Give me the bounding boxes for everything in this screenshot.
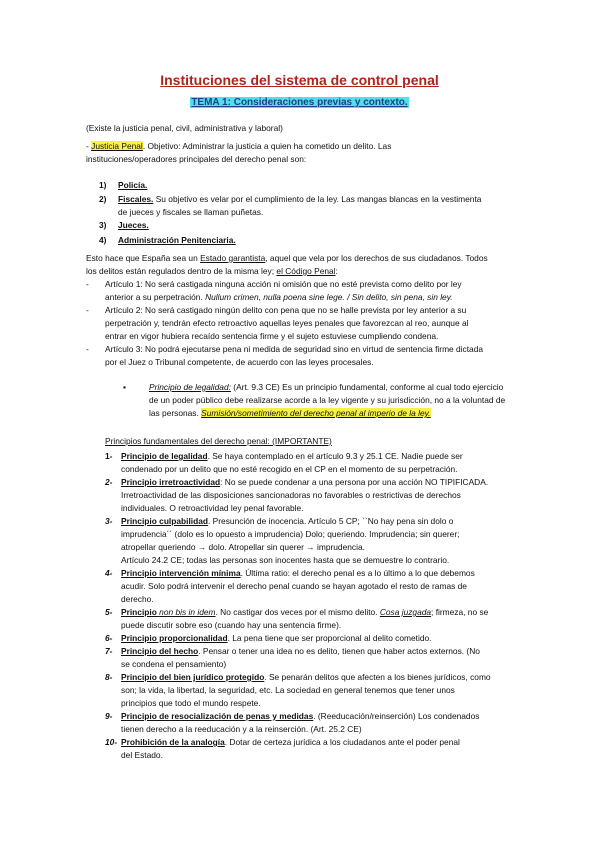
principio-term: non bis in idem — [159, 607, 216, 617]
principio-term: Principio del hecho — [121, 646, 199, 656]
legalidad-line-1: Principio de legalidad: (Art. 9.3 CE) Es un principio fundamental, conforme al cual todo ejercicio — [149, 382, 504, 392]
principio-text: . La pena tiene que ser proporcional al delito cometido. — [227, 633, 432, 643]
operador-text-cont: de jueces y fiscales se llaman puñetas. — [118, 207, 264, 217]
principio-term: Principio irretroactividad — [121, 477, 221, 487]
principio-number: 10- — [105, 737, 118, 747]
principio-line — [121, 607, 488, 618]
principio-number: 6- — [105, 633, 113, 643]
articulo-line — [105, 292, 453, 303]
principio-line-cont: puede discutir sobre eso (cuando hay una sentencia firme). — [121, 620, 342, 630]
justicia-term: Justicia Penal — [91, 141, 143, 151]
justicia-text: . Objetivo: Administrar la justicia a quien ha cometido un delito. Las — [142, 141, 392, 151]
principio-term: Prohibición de la analogía — [121, 737, 225, 747]
principio-text: : No se puede condenar a una persona por una acción NO TIPIFICADA. — [220, 477, 489, 487]
estado-garantista-term: Estado garantista — [200, 253, 266, 263]
principio-text: . Se haya contemplado en el artículo 9.3 y 25.1 CE. Nadie puede ser — [207, 451, 463, 461]
principio-number: 5- — [105, 607, 113, 617]
principio-line — [121, 672, 491, 683]
principio-line — [121, 516, 453, 527]
principio-line — [121, 633, 432, 644]
codigo-penal-term: el Código Penal — [276, 266, 336, 276]
principio-line-cont: del Estado. — [121, 750, 163, 760]
principio-line-cont: Irretroactividad de las disposiciones sancionadoras no favorables o restrictivas de derechos — [121, 490, 461, 500]
principio-line-cont: son; la vida, la libertad, la seguridad, etc. La sociedad en general tenemos que tener unos — [121, 685, 455, 695]
articulo-line: Artículo 1: No será castigada ninguna acción ni omisión que no esté prevista como delito por ley — [105, 279, 462, 289]
principio-text: . Presunción de inocencia. Artículo 5 CP; ``No hay pena sin dolo o — [208, 516, 454, 526]
principio-number: 4- — [105, 568, 113, 578]
principio-line — [121, 477, 488, 488]
principio-term: Principio proporcionalidad — [121, 633, 228, 643]
operador-item — [118, 235, 236, 246]
justicia-line-1: - Justicia Penal. Objetivo: Administrar la justicia a quien ha cometido un delito. Las — [86, 141, 392, 151]
operador-number: 3) — [99, 220, 107, 230]
operador-number: 1) — [99, 180, 107, 190]
principio-line — [121, 646, 480, 657]
articulo-line: Artículo 2: No será castigado ningún delito con pena que no se halle prevista por ley anterior a su — [105, 305, 467, 315]
legalidad-term: Principio de legalidad: — [149, 382, 231, 392]
estado-line-2: los delitos están regulados dentro de la misma ley; el Código Penal: — [86, 266, 338, 276]
operador-item — [118, 194, 481, 205]
principio-term: Principio intervención mínima — [121, 568, 241, 578]
principio-line-cont: individuales. O retroactividad ley penal favorable. — [121, 503, 304, 513]
operador-item — [118, 220, 149, 231]
principio-line-cont: tienen derecho a la reeducación y a la reinserción. (Art. 25.2 CE) — [121, 724, 362, 734]
principio-text: . No castigar dos veces por el mismo delito. — [215, 607, 380, 617]
principio-number: 2- — [105, 477, 113, 487]
articulo-dash: - — [86, 344, 89, 354]
articulo-line: perpetración y, tendrán efecto retroactivo aquellas leyes penales que favorezcan al reo, aunque al — [105, 318, 469, 328]
principio-line — [121, 568, 475, 579]
legalidad-highlight: Sumisión/sometimiento del derecho penal al imperio de la ley. — [201, 408, 431, 418]
principio-line-cont: Artículo 24.2 CE; todas las personas son inocentes hasta que se demuestre lo contrario. — [121, 555, 450, 565]
estado-line-1: Esto hace que España sea un Estado garantista, aquel que vela por los derechos de sus ciudadanos. Todos — [86, 253, 488, 263]
operador-text: Su objetivo es velar por el cumplimiento de la ley. Las mangas blancas en la vestimenta — [153, 194, 482, 204]
principio-line — [121, 711, 479, 722]
articulo-line: por el Juez o Tribunal competente, de acuerdo con las leyes procesales. — [105, 357, 374, 367]
principio-number: 9- — [105, 711, 113, 721]
principio-text: . (Reeducación/reinserción) Los condenados — [313, 711, 480, 721]
justicia-line-2: instituciones/operadores principales del derecho penal son: — [86, 154, 307, 164]
intro-note: (Existe la justicia penal, civil, administrativa y laboral) — [86, 123, 283, 133]
principio-text: . Última ratio: el derecho penal es a lo último a lo que debemos — [240, 568, 475, 578]
operador-label: Administración Penitenciaria. — [118, 235, 236, 245]
principio-text: . Pensar o tener una idea no es delito, tienen que haber actos externos. (No — [198, 646, 480, 656]
principio-number: 8- — [105, 672, 113, 682]
subtitle-text: TEMA 1: Consideraciones previas y contexto. — [191, 97, 408, 108]
articulo-dash: - — [86, 305, 89, 315]
principio-line-cont: condenado por un delito que no esté recogido en el CP en el momento de su perpetración. — [121, 464, 458, 474]
principio-line-cont: imprudencia´´ (dolo es lo opuesto a imprudencia) Dolo; queriendo. Imprudencia; sin querer; — [121, 529, 460, 539]
legalidad-bullet: ▪ — [123, 382, 126, 392]
document-title: Instituciones del sistema de control penal — [160, 72, 439, 88]
legalidad-line-2: de un poder público debe realizarse acorde a la ley vigente y su jurisdicción, no a la voluntad de — [149, 395, 506, 405]
principio-term: Principio del bien jurídico protegido — [121, 672, 265, 682]
legalidad-line-3: las personas. Sumisión/sometimiento del derecho penal al imperio de la ley. — [149, 408, 431, 418]
articulo-line: Artículo 3: No podrá ejecutarse pena ni medida de seguridad sino en virtud de sentencia firme dictada — [105, 344, 484, 354]
principio-line — [121, 737, 460, 748]
principio-number: 1- — [105, 451, 113, 461]
principio-term: Cosa juzgada — [379, 607, 432, 617]
operador-label: Jueces. — [118, 220, 149, 230]
principio-term: Principio culpabilidad — [121, 516, 209, 526]
principio-line-cont: derecho. — [121, 594, 154, 604]
articulo-line: entrar en vigor hubiera recaído sentencia firme y el sujeto estuviese cumpliendo condena. — [105, 331, 439, 341]
operador-number: 2) — [99, 194, 107, 204]
principio-number: 3- — [105, 516, 113, 526]
articulo-dash: - — [86, 279, 89, 289]
operador-label: Fiscales. — [118, 194, 154, 204]
principios-heading: Principios fundamentales del derecho penal: (IMPORTANTE) — [105, 436, 332, 446]
principio-number: 7- — [105, 646, 113, 656]
document-subtitle — [0, 97, 599, 108]
principio-line-cont: atropellar queriendo → dolo. Atropellar sin querer → imprudencia. — [121, 542, 365, 552]
principio-term: Principio de legalidad — [121, 451, 208, 461]
operador-number: 4) — [99, 235, 107, 245]
operador-item — [118, 180, 147, 191]
principio-text: ; firmeza, no se — [431, 607, 489, 617]
principio-line — [121, 451, 463, 462]
operador-label: Policía. — [118, 180, 148, 190]
principio-term: Principio — [121, 607, 160, 617]
principio-line-cont: principios que todo el mundo respete. — [121, 698, 261, 708]
principio-text: . Se penarán delitos que afecten a los bienes jurídicos, como — [264, 672, 491, 682]
principio-line-cont: se condena el pensamiento) — [121, 659, 227, 669]
principio-term: Principio de resocialización de penas y medidas — [121, 711, 314, 721]
articulo-text: anterior a su perpetración. — [105, 292, 206, 302]
principio-text: . Dotar de certeza jurídica a los ciudadanos ante el poder penal — [224, 737, 460, 747]
principio-line-cont: acudir. Solo podrá intervenir el derecho penal cuando se hayan agotado el resto de ramas de — [121, 581, 467, 591]
articulo-latin-maxim: Nullum crimen, nulla poena sine lege. / Sin delito, sin pena, sin ley. — [205, 292, 453, 302]
